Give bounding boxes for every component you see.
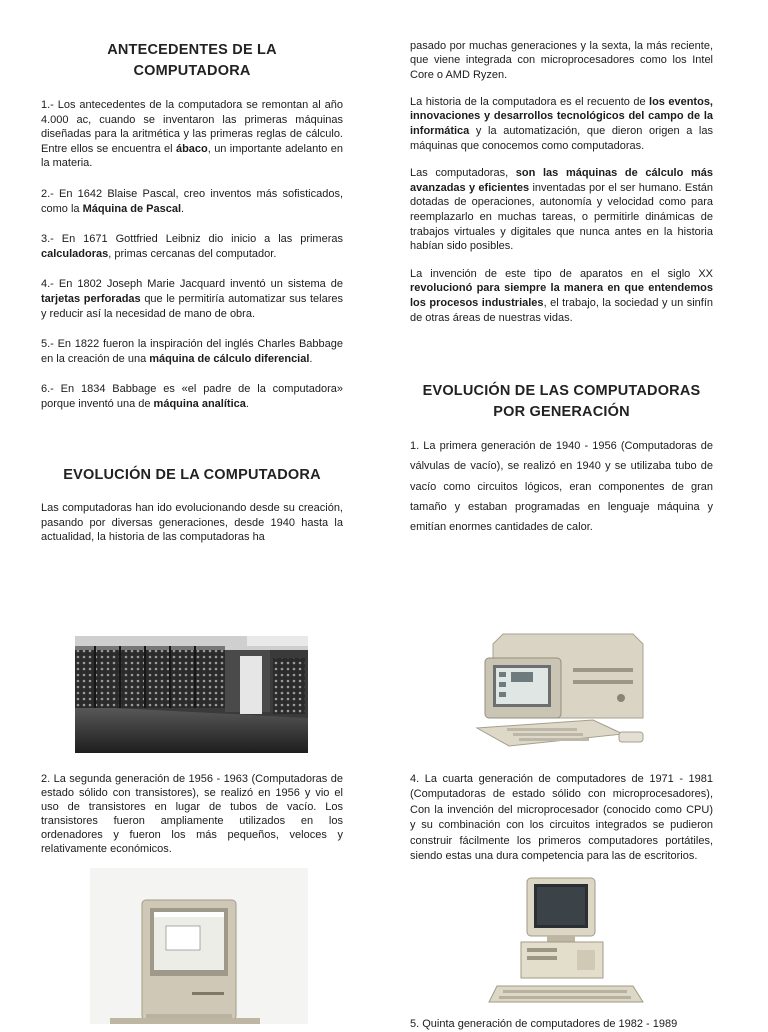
first-generation-paragraph: 1. La primera generación de 1940 - 1956 (Computadoras de válvulas de vacío), se realizó en 1940 y se utilizaba tubo de vacío como circuitos lógicos, eran componentes de gran tamaño y estaban programadas en lenguaje máquina y emitían enormes cantidades de calor.: [410, 440, 713, 534]
right-column: [410, 39, 713, 338]
computers-paragraph: Las computadoras, son las máquinas de cálculo más avanzadas y eficientes inventadas por el ser humano. Están dotadas de operaciones, autonomía y velocidad como para reemplazarlo en muchas tareas, o permitirle dinámicas de trabajos virtuales y digitales que nunca antes en la historia habían sido posibles.: [410, 167, 713, 253]
list-item: 2.- En 1642 Blaise Pascal, creo inventos más sofisticados, como la Máquina de Pascal.: [41, 187, 343, 215]
list-item: 4.- En 1802 Joseph Marie Jacquard inventó un sistema de tarjetas perforadas que le permitiría automatizar sus telares y reducir así la necesidad de mano de obra.: [41, 278, 343, 320]
macintosh-photo: [90, 868, 308, 1024]
continuation-paragraph: pasado por muchas generaciones y la sexta, la más reciente, que viene integrada con microprocesadores como los Intel Core o AMD Ryzen.: [410, 40, 713, 81]
pc-tower-photo: [487, 874, 647, 1006]
eniac-photo: [75, 636, 308, 753]
invention-paragraph: La invención de este tipo de aparatos en el siglo XX revolucionó para siempre la manera en que entendemos los procesos industriales, el trabajo, la sociedad y un sinfín de otras áreas de nuestras vidas.: [410, 267, 714, 324]
lisa-computer-photo: [473, 628, 648, 754]
heading-generaciones: EVOLUCIÓN DE LAS COMPUTADORAS POR GENERACIÓN: [422, 383, 701, 420]
list-item: 5.- En 1822 fueron la inspiración del inglés Charles Babbage en la creación de una máquina de cálculo diferencial.: [41, 338, 343, 365]
second-generation-paragraph: 2. La segunda generación de 1956 - 1963 (Computadoras de estado sólido con transistores), se realizó en 1956 y vio el uso de transistores en lugar de tubos de vacío. Los transistores fueron ampliamente utilizados en los ordenadores y fueron los más pequeños, veloces y relativamente económicos.: [41, 773, 343, 855]
evolution-paragraph: Las computadoras han ido evolucionando desde su creación, pasando por diversas generaciones, desde 1940 hasta la actualidad, la historia de las computadoras ha: [41, 502, 343, 544]
antecedentes-list: [41, 98, 343, 412]
list-item: 6.- En 1834 Babbage es «el padre de la computadora» porque inventó una de máquina analítica.: [41, 383, 343, 410]
heading-antecedentes: ANTECEDENTES DE LA COMPUTADORA: [107, 42, 277, 79]
history-paragraph: La historia de la computadora es el recuento de los eventos, innovaciones y desarrollos tecnológicos del campo de la informática y la automatización, que dieron origen a las máquinas que conocemos como computadoras.: [410, 95, 713, 152]
list-item: 1.- Los antecedentes de la computadora se remontan al año 4.000 ac, cuando se inventaron las primeras máquinas diseñadas para la aritmética y las primeras reglas de cálculo. Entre ellos se encuentra el ábaco, un importante adelanto en la materia.: [41, 99, 343, 170]
list-item: 3.- En 1671 Gottfried Leibniz dio inicio a las primeras calculadoras, primas cercanas del computador.: [41, 233, 343, 260]
left-column: [41, 40, 343, 425]
fourth-generation-paragraph: 4. La cuarta generación de computadores de 1971 - 1981 (Computadoras de estado sólido con microprocesadores), Con la invención del microprocesador (conocido como CPU) y su combinación con los circuitos integrados se pudieron construir fácilmente los primeros computadores portátiles, siendo estas una dura competencia para las de escritorios.: [410, 773, 713, 863]
heading-evolucion: EVOLUCIÓN DE LA COMPUTADORA: [63, 467, 321, 483]
fifth-generation-partial: 5. Quinta generación de computadores de 1982 - 1989: [410, 1018, 678, 1030]
